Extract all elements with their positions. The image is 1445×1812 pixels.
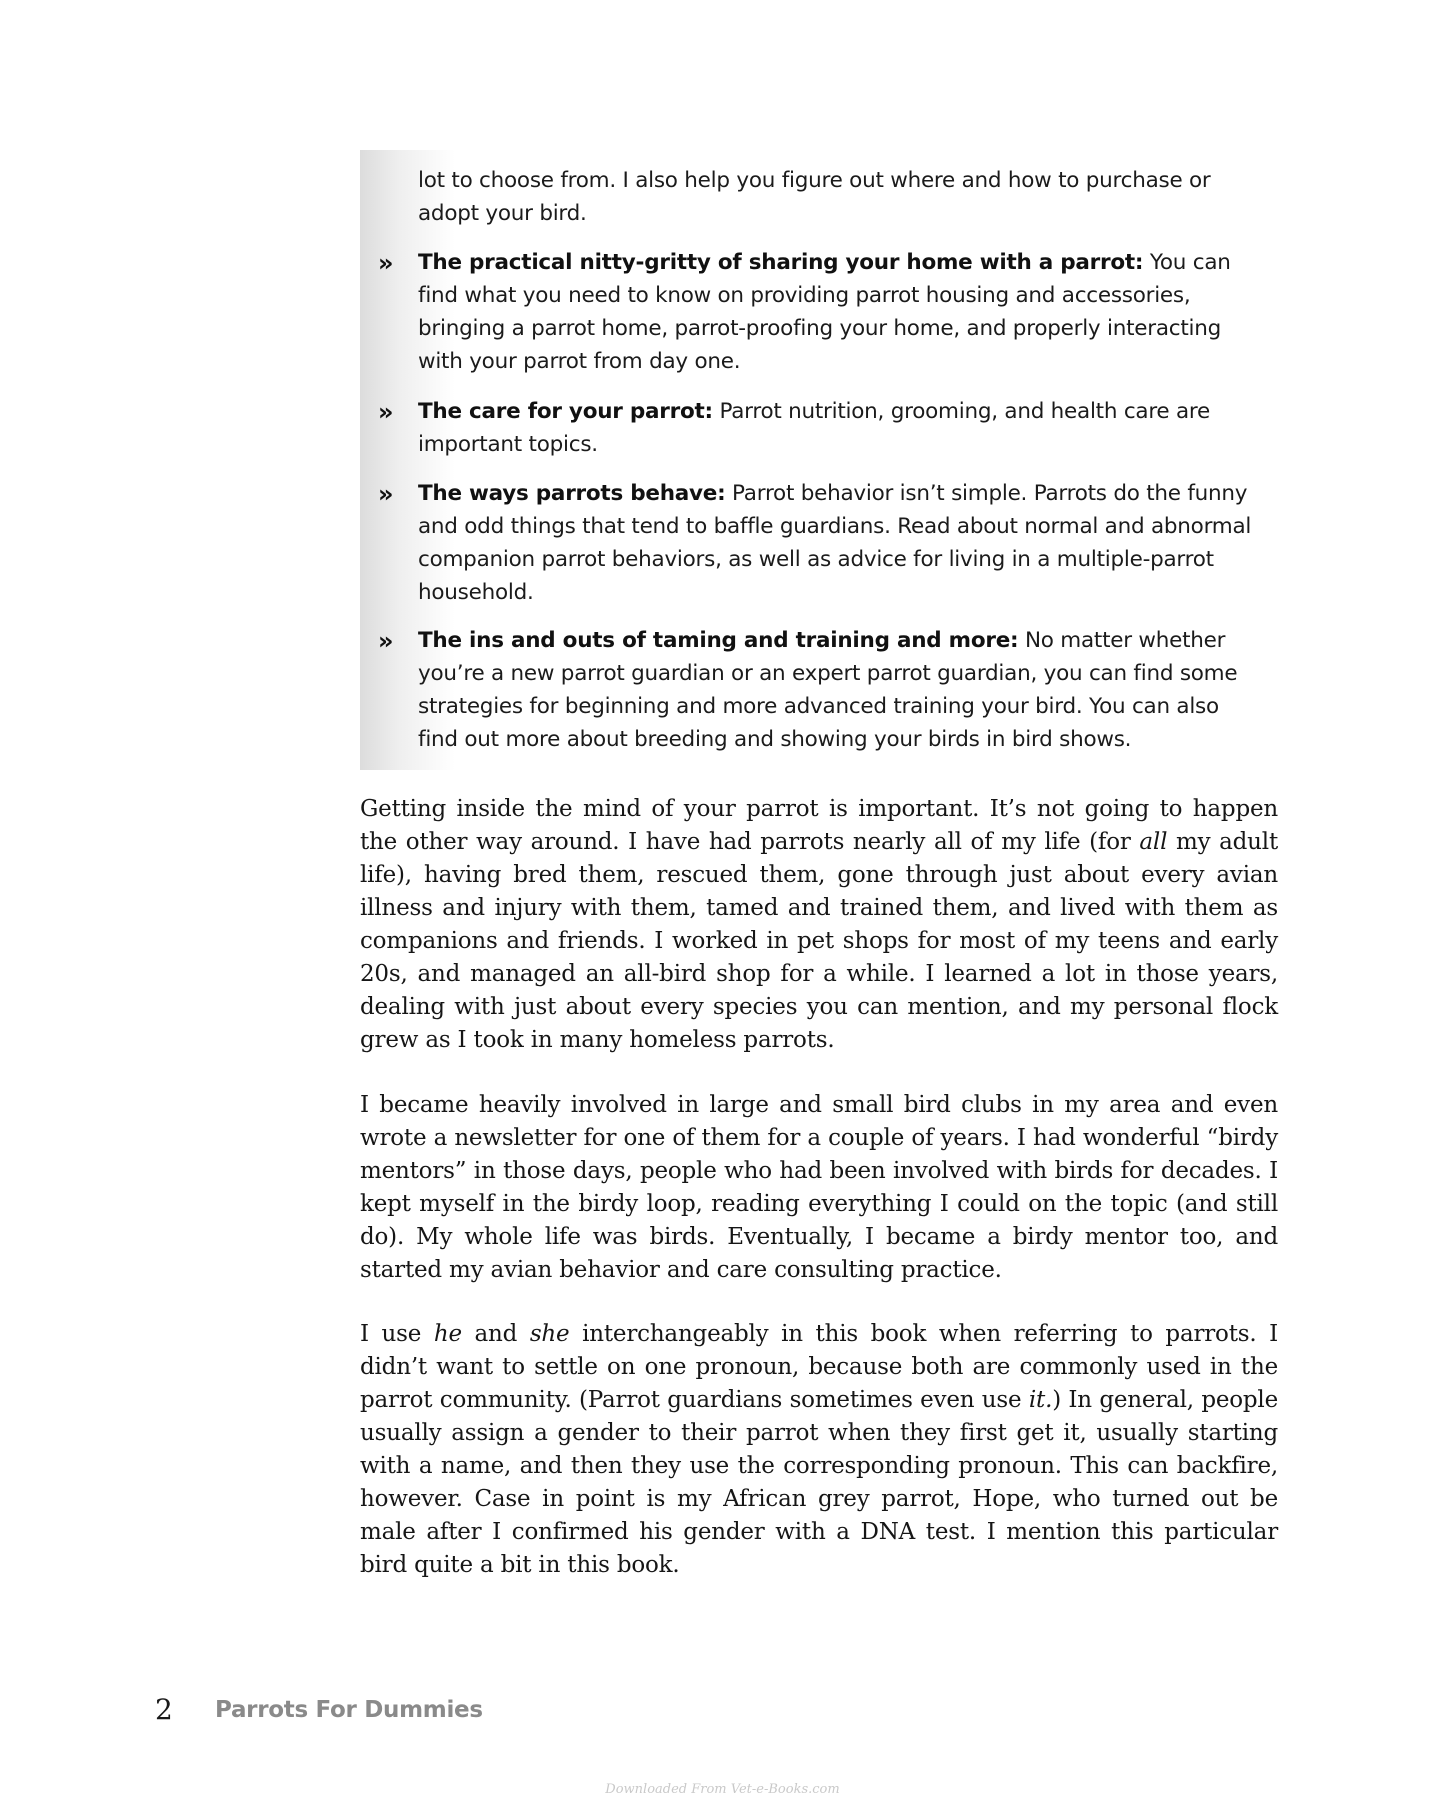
paragraph-text: I use — [360, 1321, 434, 1347]
paragraph-text: interchangeably in this book when referring to parrots. I didn’t want to settle on one pronoun, because both are commonly used in the parrot community. (Parrot guardians sometimes even use — [360, 1321, 1278, 1413]
bullet-body: No matter whether you’re a new parrot guardian or an expert parrot guardian, you can find some strategies for beginning and more advanced training your bird. You can also find out more about breeding and showing your birds in bird shows. — [418, 628, 1238, 752]
page-number: 2 — [155, 1693, 173, 1726]
body-paragraph — [360, 793, 1278, 1057]
emphasis-text: it. — [1028, 1387, 1053, 1413]
double-chevron-icon: » — [378, 249, 394, 277]
paragraph-text: my adult life), having bred them, rescued them, gone through just about every avian illness and injury with them, tamed and trained them, and lived with them as companions and friends. I worked in pet shops for most of my teens and early 20s, and managed an all-bird shop for a while. I learned a lot in those years, dealing with just about every species you can mention, and my personal flock grew as I took in many homeless parrots. — [360, 829, 1278, 1053]
double-chevron-icon: » — [378, 398, 394, 426]
bulleted-sidebar — [360, 150, 1280, 770]
paragraph-text: Getting inside the mind of your parrot is important. It’s not going to happen the other way around. I have had parrots nearly all of my life (for — [360, 796, 1278, 855]
double-chevron-icon: » — [378, 627, 394, 655]
bullet-body: Parrot nutrition, grooming, and health care are important topics. — [418, 399, 1211, 457]
sidebar-intro-text: lot to choose from. I also help you figure out where and how to purchase or adopt your bird. — [418, 168, 1211, 226]
running-title: Parrots For Dummies — [215, 1697, 483, 1723]
emphasis-text: she — [529, 1321, 570, 1347]
bullet-lead: The care for your parrot: — [418, 399, 713, 424]
bullet-text — [418, 246, 1258, 378]
body-paragraph: I became heavily involved in large and small bird clubs in my area and even wrote a newsletter for one of them for a couple of years. I had wonderful “birdy mentors” in those days, people who had been involved with birds for decades. I kept myself in the birdy loop, reading everything I could on the topic (and still do). My whole life was birds. Eventually, I became a birdy mentor too, and started my avian behavior and care consulting practice. — [360, 1092, 1278, 1283]
double-chevron-icon: » — [378, 480, 394, 508]
body-paragraph — [360, 1318, 1278, 1582]
bullet-body: Parrot behavior isn’t simple. Parrots do the funny and odd things that tend to baffle guardians. Read about normal and abnormal companion parrot behaviors, as well as advice for living in a multiple-parrot household. — [418, 481, 1252, 605]
watermark: Downloaded From Vet-e-Books.com — [605, 1782, 840, 1797]
emphasis-text: he — [433, 1321, 462, 1347]
paragraph-text: ) In general, people usually assign a gender to their parrot when they first get it, usually starting with a name, and then they use the corresponding pronoun. This can backfire, however. Case in point is my African grey parrot, Hope, who turned out be male after I confirmed his gender with a DNA test. I mention this particular bird quite a bit in this book. — [360, 1387, 1279, 1578]
emphasis-text: all — [1139, 829, 1168, 855]
bullet-text — [418, 395, 1258, 461]
bullet-body: You can find what you need to know on providing parrot housing and accessories, bringing a parrot home, parrot-proofing your home, and properly interacting with your parrot from day one. — [418, 250, 1231, 374]
bullet-text — [418, 477, 1258, 609]
paragraph-text: and — [461, 1321, 530, 1347]
bullet-lead: The practical nitty-gritty of sharing your home with a parrot: — [418, 250, 1144, 275]
bullet-lead: The ins and outs of taming and training and more: — [418, 628, 1019, 653]
bullet-lead: The ways parrots behave: — [418, 481, 726, 506]
bullet-text — [418, 624, 1258, 756]
